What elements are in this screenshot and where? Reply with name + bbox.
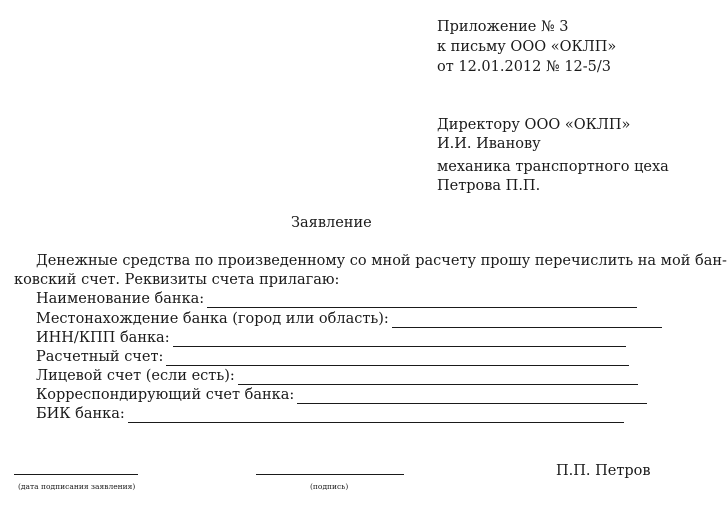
signature-line — [256, 474, 404, 475]
field-settlement-account — [36, 348, 629, 366]
field-blank-line — [166, 352, 629, 366]
field-label: БИК банка: — [36, 406, 125, 422]
field-blank-line — [238, 371, 638, 385]
field-label: Местонахождение банка (город или область): — [36, 311, 389, 327]
field-blank-line — [207, 294, 637, 308]
signature-caption: (подпись) — [310, 482, 349, 491]
addressee-line-1: Директору ООО «ОКЛП» — [437, 117, 631, 133]
field-bank-name — [36, 290, 637, 308]
field-personal-account — [36, 367, 638, 385]
field-blank-line — [128, 409, 624, 423]
field-blank-line — [392, 314, 662, 328]
field-label: Лицевой счет (если есть): — [36, 368, 235, 384]
appendix-line-1: Приложение № 3 — [437, 19, 569, 35]
field-bik — [36, 405, 624, 423]
field-correspondent-account — [36, 386, 647, 404]
field-label: Корреспондирующий счет банка: — [36, 387, 295, 403]
date-signature-line — [14, 474, 138, 475]
appendix-line-3: от 12.01.2012 № 12-5/3 — [437, 59, 612, 75]
field-inn-kpp — [36, 329, 626, 347]
paragraph-line-2: ковский счет. Реквизиты счета прилагаю: — [14, 272, 340, 288]
field-label: Наименование банка: — [36, 291, 205, 307]
field-label: Расчетный счет: — [36, 349, 164, 365]
addressee-line-2: И.И. Иванову — [437, 136, 541, 152]
appendix-line-2: к письму ООО «ОКЛП» — [437, 39, 617, 55]
paragraph-line-1: Денежные средства по произведенному со мной расчету прошу перечислить на мой бан- — [36, 253, 727, 269]
signer-name: П.П. Петров — [556, 463, 651, 479]
field-blank-line — [297, 390, 647, 404]
sender-line-2: Петрова П.П. — [437, 178, 541, 194]
document-title: Заявление — [291, 215, 372, 231]
field-blank-line — [173, 333, 626, 347]
date-caption: (дата подписания заявления) — [18, 482, 136, 491]
sender-line-1: механика транспортного цеха — [437, 159, 669, 175]
field-bank-location — [36, 310, 662, 328]
field-label: ИНН/КПП банка: — [36, 330, 170, 346]
